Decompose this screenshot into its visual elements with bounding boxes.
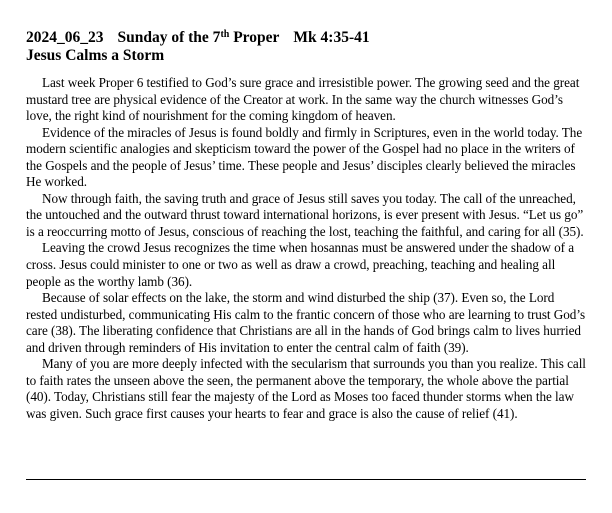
paragraph: Leaving the crowd Jesus recognizes the time when hosannas must be answered under the shadow of a cross. Jesus could minister to one or two as well as draw a crowd, preaching, teaching and healing all people as the worthy lamb (36). [26, 240, 575, 289]
paragraph: Many of you are more deeply infected with the secularism that surrounds you than you realize. This call to faith rates the unseen above the seen, the permanent above the temporary, the whole above the partial (40). Today, Christians still fear the majesty of the Lord as Moses too faced thunder storms when the law was given. Such grace first causes your hearts to fear and grace is also the cause of relief (41). [26, 356, 586, 421]
paragraph: Because of solar effects on the lake, the storm and wind disturbed the ship (37). Even so, the Lord rested undisturbed, communicating His calm to the frantic concern of those who are learning to trust God’s care (38). The liberating confidence that Christians are all in the hands of God brings calm to lives hurried and driven through reminders of His invitation to enter the central calm of faith (39). [26, 290, 586, 355]
scripture-reading: Mk 4:35-41 [293, 29, 370, 46]
liturgical-proper: Proper [229, 29, 280, 46]
sermon-heading [26, 29, 586, 47]
paragraph: Last week Proper 6 testified to God’s sure grace and irresistible power. The growing seed and the great mustard tree are physical evidence of the Creator at work. In the same way the church witnesses God’s love, the right kind of nourishment for the coming kingdom of heaven. [26, 75, 580, 124]
bottom-divider [26, 479, 586, 480]
liturgical-day-text: Sunday of the 7 [117, 29, 221, 46]
sermon-page [26, 29, 586, 422]
ordinal-suffix: th [220, 29, 230, 40]
liturgical-day [118, 29, 280, 46]
sermon-title: Jesus Calms a Storm [26, 47, 165, 64]
paragraph: Evidence of the miracles of Jesus is found boldly and firmly in Scriptures, even in the world today. The modern scientific analogies and skepticism toward the power of the Gospel had no place in the writers of the Gospels and the people of Jesus’ time. These people and Jesus’ disciples clearly believed the miracles He worked. [26, 124, 583, 190]
sermon-body [26, 75, 586, 422]
paragraph: Now through faith, the saving truth and grace of Jesus still saves you today. The call of the unreached, the untouched and the outward thrust toward international horizons, is ever present with Jesus. “Let us go” is a reoccurring motto of Jesus, conscious of reaching the lost, teaching the faithful, and caring for all (35). [26, 190, 584, 239]
sermon-date: 2024_06_23 [26, 29, 104, 46]
